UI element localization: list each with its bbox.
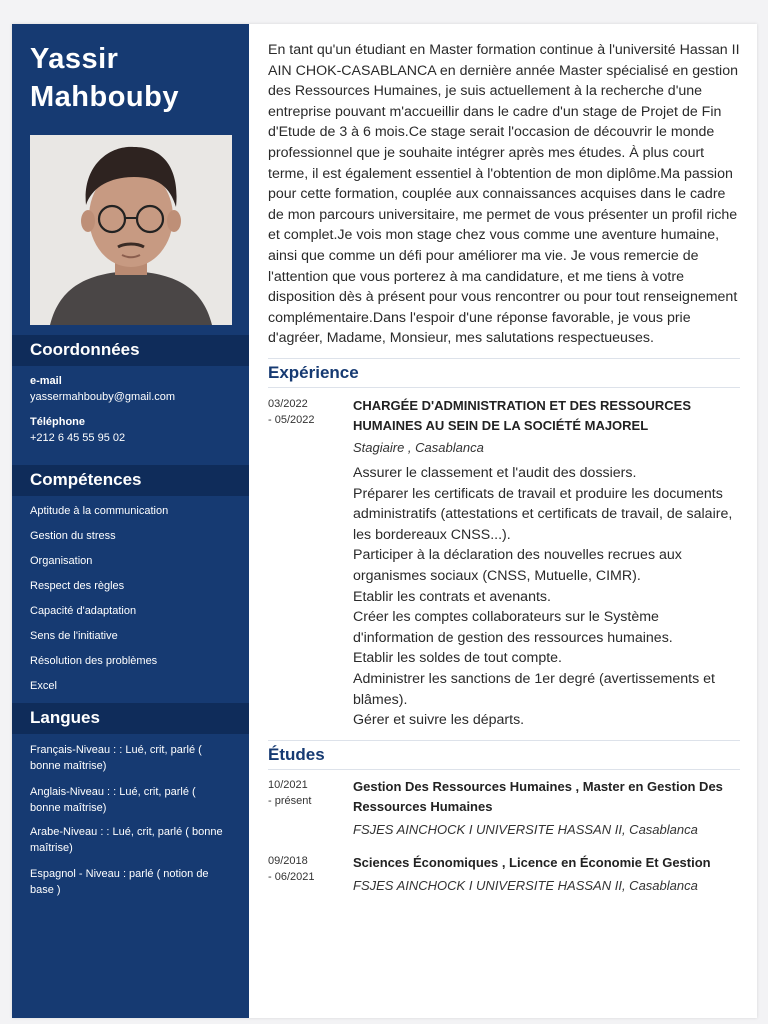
- experience-date: [268, 396, 338, 428]
- experience-heading: Expérience: [268, 363, 359, 382]
- experience-date-start: 03/2022: [268, 398, 308, 410]
- languages-section-header: [12, 703, 249, 734]
- languages-heading: Langues: [30, 708, 100, 727]
- language-item: Anglais-Niveau : : Lué, crit, parlé ( bonne maîtrise): [30, 786, 196, 814]
- experience-title: CHARGÉE D'ADMINISTRATION ET DES RESSOURCES HUMAINES AU SEIN DE LA SOCIÉTÉ MAJOREL: [353, 398, 691, 433]
- skill-item: Organisation: [30, 555, 93, 567]
- language-item: Français-Niveau : : Lué, crit, parlé ( bonne maîtrise): [30, 744, 202, 772]
- email-label: e-mail: [30, 375, 62, 387]
- education-section-header: [268, 740, 740, 770]
- experience-task: Créer les comptes collaborateurs sur le Système d'information de gestion des ressources humaines.: [353, 609, 673, 646]
- experience-task: Préparer les certificats de travail et produire les documents administratifs (attestations et certificats de travail, de salaire, les bordereaux CNSS...).: [353, 485, 733, 543]
- skill-item: Résolution des problèmes: [30, 655, 158, 667]
- email-value[interactable]: yassermahbouby@gmail.com: [30, 391, 176, 403]
- experience-task: Etablir les contrats et avenants.: [353, 588, 551, 605]
- education-date-end: - 06/2021: [268, 871, 315, 883]
- resume-page: [12, 24, 757, 1018]
- experience-task: Etablir les soldes de tout compte.: [353, 650, 562, 667]
- experience-date-end: - 05/2022: [268, 414, 315, 426]
- education-title: Sciences Économiques , Licence en Économie Et Gestion: [353, 855, 711, 870]
- skill-item: Sens de l'initiative: [30, 630, 118, 642]
- education-school: FSJES AINCHOCK I UNIVERSITE HASSAN II, Casablanca: [353, 878, 698, 893]
- portrait-illustration: [30, 135, 232, 325]
- contact-heading: Coordonnées: [30, 340, 140, 359]
- experience-task-list: [353, 463, 740, 731]
- education-date-start: 09/2018: [268, 855, 308, 867]
- contact-section-header: [12, 335, 249, 366]
- skill-item: Gestion du stress: [30, 530, 116, 542]
- experience-task: Administrer les sanctions de 1er degré (avertissements et blâmes).: [353, 670, 715, 708]
- profile-photo: [30, 135, 232, 325]
- experience-section-header: [268, 358, 740, 388]
- education-date-end: - présent: [268, 795, 312, 807]
- phone-value[interactable]: +212 6 45 55 95 02: [30, 432, 126, 444]
- cover-letter-intro: En tant qu'un étudiant en Master formation continue à l'université Hassan II AIN CHOK-CASABLANCA en dernière année Master spécialisé en gestion des Ressources Humaines, je suis actuellement à la recherche d'une entreprise pouvant m'accueillir dans le cadre d'un stage de Projet de Fin d'Etude de 3 à 6 mois.Ce stage serait l'occasion de découvrir le monde professionnel que je souhaite intégrer après mes études. À plus court terme, il est également essentiel à l'obtention de mon diplôme.Ma passion pour cette formation, couplée aux connaissances acquises dans le cadre de mon parcours universitaire, me permet de vous présenter un profil riche et complet.Je vois mon stage chez vous comme une aventure humaine, ainsi que comme un défi pour améliorer ma vie. Je vous remercie de l'attention que vous porterez à ma candidature, et me tiens à votre disposition dès à présent pour vous rencontrer ou pour tout renseignement complémentaire.Dans l'espoir d'une réponse favorable, je vous prie d'agréer, Madame, Monsieur, mes salutations respectueuses.: [268, 42, 740, 347]
- experience-task: Assurer le classement et l'audit des dossiers.: [353, 465, 637, 481]
- education-title: Gestion Des Ressources Humaines , Master en Gestion Des Ressources Humaines: [353, 779, 723, 814]
- skills-section-header: [12, 465, 249, 496]
- experience-subtitle: Stagiaire , Casablanca: [353, 440, 484, 455]
- phone-label: Téléphone: [30, 416, 86, 428]
- skill-item: Respect des règles: [30, 580, 125, 592]
- experience-task: Gérer et suivre les départs.: [353, 712, 525, 729]
- skill-item: Aptitude à la communication: [30, 505, 169, 517]
- skill-item: Capacité d'adaptation: [30, 605, 137, 617]
- education-date: [268, 853, 338, 885]
- education-heading: Études: [268, 745, 325, 764]
- education-date-start: 10/2021: [268, 779, 308, 791]
- sidebar: [12, 24, 249, 1018]
- language-item: Arabe-Niveau : : Lué, crit, parlé ( bonne maîtrise): [30, 826, 223, 854]
- education-date: [268, 777, 338, 809]
- education-school: FSJES AINCHOCK I UNIVERSITE HASSAN II, Casablanca: [353, 822, 698, 837]
- experience-task: Participer à la déclaration des nouvelles recrues aux organismes sociaux (CNSS, Mutuelle, CIMR).: [353, 547, 682, 584]
- skills-heading: Compétences: [30, 470, 142, 489]
- language-item: Espagnol - Niveau : parlé ( notion de base ): [30, 868, 209, 896]
- skill-item: Excel: [30, 680, 57, 692]
- candidate-name: Yassir Mahbouby: [30, 43, 179, 113]
